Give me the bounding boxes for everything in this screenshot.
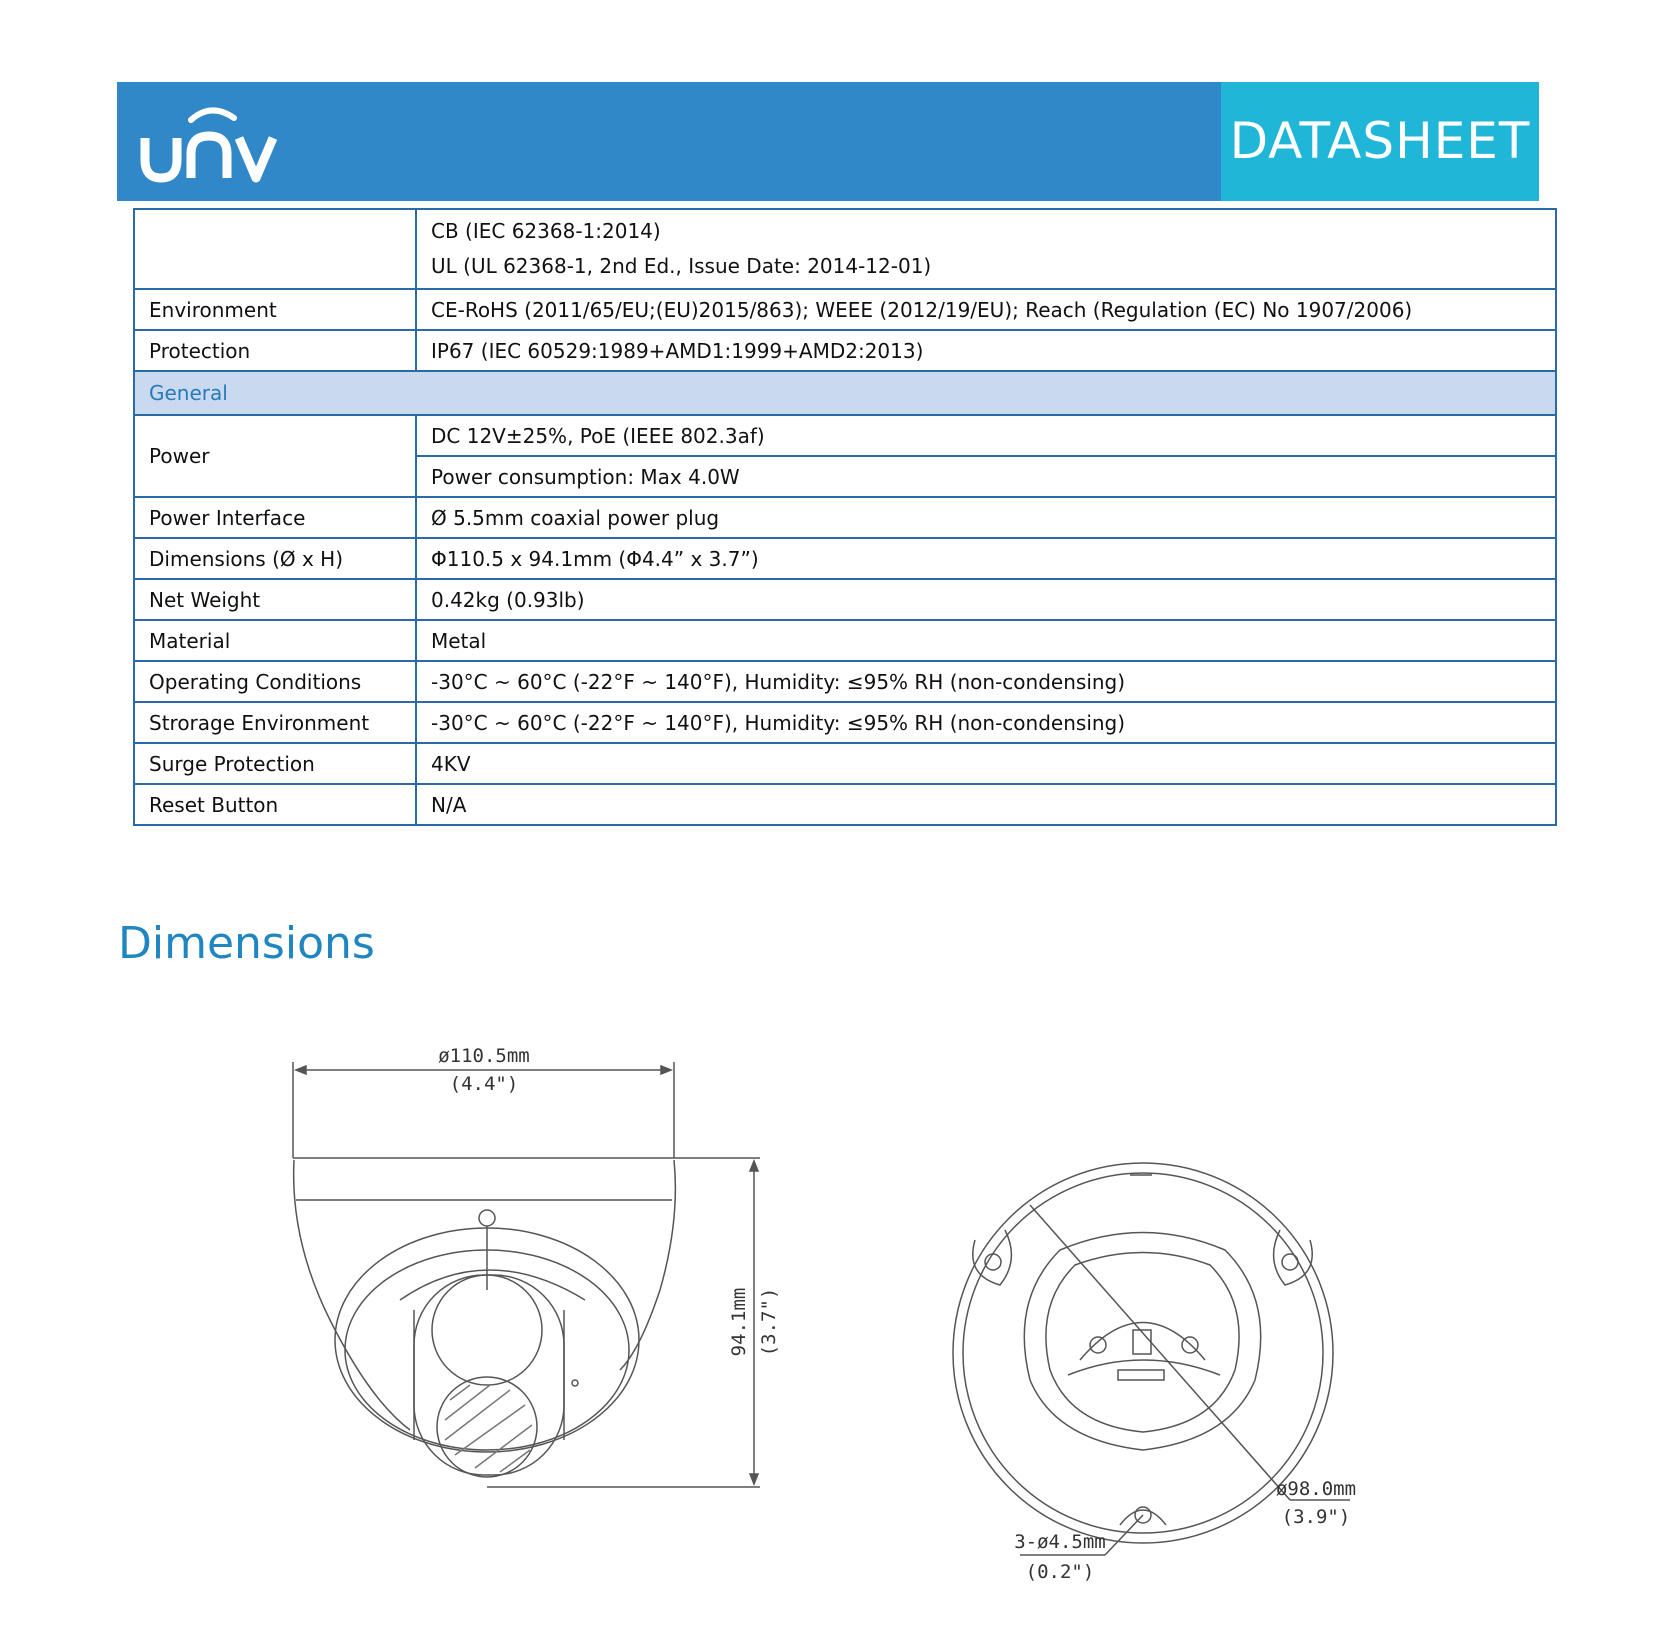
net-weight-label: Net Weight [134,579,416,620]
dimensions-title: Dimensions [118,918,375,969]
bottom-holes-mm: 3-ø4.5mm [1014,1531,1106,1553]
power-interface-value: Ø 5.5mm coaxial power plug [416,497,1556,538]
protection-value: IP67 (IEC 60529:1989+AMD1:1999+AMD2:2013) [416,330,1556,371]
power-interface-label: Power Interface [134,497,416,538]
material-label: Material [134,620,416,661]
bottom-diameter-mm: ø98.0mm [1275,1478,1357,1500]
dimensions-label: Dimensions (Ø x H) [134,538,416,579]
power-value-1: DC 12V±25%, PoE (IEEE 802.3af) [416,415,1556,456]
environment-value: CE-RoHS (2011/65/EU;(EU)2015/863); WEEE (2012/19/EU); Reach (Regulation (EC) No 1907/2006) [416,289,1556,330]
side-height-in: (3.7") [758,1287,780,1357]
side-height-mm: 94.1mm [728,1287,750,1357]
datasheet-label: DATASHEET [1229,112,1531,170]
cert-ul: UL (UL 62368-1, 2nd Ed., Issue Date: 2014-12-01) [431,254,932,278]
reset-label: Reset Button [134,784,416,825]
dimensions-value: Φ110.5 x 94.1mm (Φ4.4” x 3.7”) [416,538,1556,579]
material-value: Metal [416,620,1556,661]
storage-value: -30°C ~ 60°C (-22°F ~ 140°F), Humidity: ≤95% RH (non-condensing) [416,702,1556,743]
side-view-drawing [293,1062,760,1487]
storage-label: Strorage Environment [134,702,416,743]
net-weight-value: 0.42kg (0.93lb) [416,579,1556,620]
surge-value: 4KV [416,743,1556,784]
side-width-in: (4.4") [449,1073,519,1095]
bottom-holes-in: (0.2") [1025,1561,1095,1583]
cert-cb: CB (IEC 62368-1:2014) [431,219,661,243]
environment-label: Environment [134,289,416,330]
section-general: General [134,371,1556,415]
operating-label: Operating Conditions [134,661,416,702]
bottom-diameter-in: (3.9") [1281,1506,1351,1528]
reset-value: N/A [416,784,1556,825]
power-value-2: Power consumption: Max 4.0W [416,456,1556,497]
surge-label: Surge Protection [134,743,416,784]
protection-label: Protection [134,330,416,371]
side-width-mm: ø110.5mm [438,1045,530,1067]
power-label: Power [134,415,416,497]
operating-value: -30°C ~ 60°C (-22°F ~ 140°F), Humidity: ≤95% RH (non-condensing) [416,661,1556,702]
